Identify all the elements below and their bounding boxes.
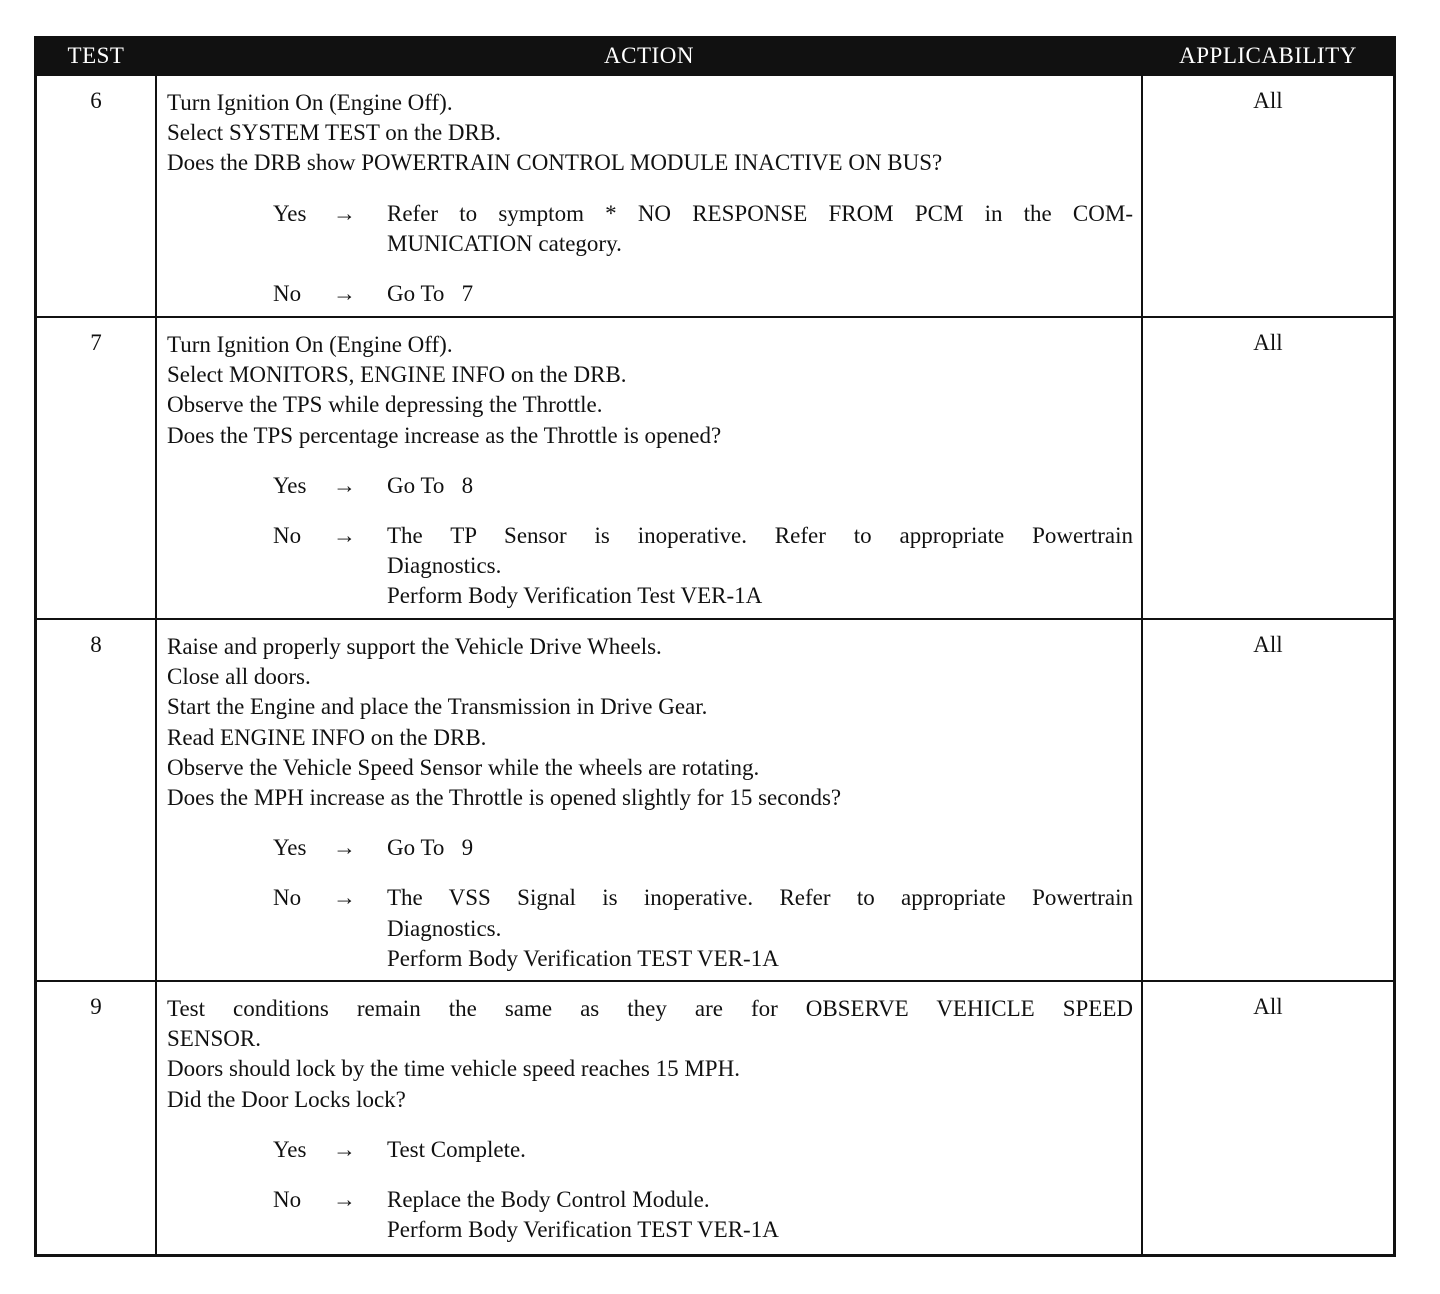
action-line: Turn Ignition On (Engine Off). (167, 332, 453, 357)
arrow-icon: → (333, 472, 356, 498)
no-option (167, 883, 1133, 974)
table-row (37, 980, 1393, 1254)
arrow-icon: → (333, 200, 356, 226)
yes-result (387, 471, 1133, 501)
test-number: 7 (90, 330, 102, 355)
test-number: 6 (90, 88, 102, 113)
action-line: Turn Ignition On (Engine Off). (167, 90, 453, 115)
header-test: TEST (67, 43, 125, 68)
applicability-cell: All (1253, 88, 1283, 113)
no-result (387, 1185, 1133, 1245)
no-option (167, 279, 1133, 309)
action-line: Observe the Vehicle Speed Sensor while the wheels are rotating. (167, 754, 760, 780)
result-line: Test Complete. (387, 1136, 526, 1162)
no-label: No (273, 1187, 302, 1213)
diagnostic-table (34, 36, 1396, 1257)
action-line: Raise and properly support the Vehicle Drive Wheels. (167, 634, 662, 659)
yes-option (167, 199, 1133, 259)
header-applicability: APPLICABILITY (1179, 43, 1357, 68)
result-line: Go To 7 (387, 281, 474, 307)
yes-label: Yes (273, 472, 307, 498)
yes-label: Yes (273, 1136, 307, 1162)
table-body (37, 76, 1393, 1254)
result-line: Perform Body Verification TEST VER-1A (387, 1217, 779, 1243)
no-result (387, 521, 1133, 612)
result-line: Go To 9 (387, 835, 474, 861)
test-number: 9 (90, 994, 102, 1019)
yes-result (387, 199, 1133, 259)
action-cell (155, 620, 1143, 980)
action-line: Observe the TPS while depressing the Throttle. (167, 392, 603, 418)
result-line: Go To 8 (387, 472, 474, 498)
yes-label: Yes (273, 835, 307, 861)
no-label: No (273, 885, 302, 911)
yes-option (167, 471, 1133, 501)
yes-result (387, 1135, 1133, 1165)
result-line: Diagnostics. (387, 915, 502, 941)
action-line: Start the Engine and place the Transmission in Drive Gear. (167, 694, 708, 720)
action-line: Does the TPS percentage increase as the Throttle is opened? (167, 422, 722, 448)
test-number: 8 (90, 632, 102, 657)
table-header (37, 36, 1393, 76)
no-label: No (273, 523, 302, 549)
table-row (37, 618, 1393, 980)
result-line: The TP Sensor is inoperative. Refer to appropriate Powertrain (387, 523, 1133, 549)
action-line: Does the MPH increase as the Throttle is opened slightly for 15 seconds? (167, 785, 842, 811)
action-cell (155, 982, 1143, 1254)
arrow-icon: → (333, 885, 356, 911)
yes-option (167, 1135, 1133, 1165)
action-line: Doors should lock by the time vehicle speed reaches 15 MPH. (167, 1056, 740, 1082)
action-line: Close all doors. (167, 664, 311, 690)
arrow-icon: → (333, 281, 356, 307)
result-line: MUNICATION category. (387, 230, 622, 256)
table-row (37, 76, 1393, 316)
action-line: Select MONITORS, ENGINE INFO on the DRB. (167, 362, 627, 388)
table-row (37, 316, 1393, 618)
result-line: Refer to symptom * NO RESPONSE FROM PCM in the COM- (387, 200, 1133, 226)
arrow-icon: → (333, 835, 356, 861)
yes-label: Yes (273, 200, 307, 226)
applicability-cell: All (1253, 632, 1283, 657)
applicability-cell: All (1253, 330, 1283, 355)
yes-result (387, 833, 1133, 863)
no-option (167, 1185, 1133, 1245)
arrow-icon: → (333, 1187, 356, 1213)
result-line: The VSS Signal is inoperative. Refer to appropriate Powertrain (387, 885, 1133, 911)
arrow-icon: → (333, 1136, 356, 1162)
applicability-cell: All (1253, 994, 1283, 1019)
result-line: Replace the Body Control Module. (387, 1187, 710, 1213)
result-line: Diagnostics. (387, 553, 502, 579)
action-line: Select SYSTEM TEST on the DRB. (167, 120, 501, 146)
action-cell (155, 76, 1143, 316)
action-line: SENSOR. (167, 1026, 261, 1052)
arrow-icon: → (333, 523, 356, 549)
action-line: Did the Door Locks lock? (167, 1086, 406, 1112)
yes-option (167, 833, 1133, 863)
action-line: Test conditions remain the same as they are for OBSERVE VEHICLE SPEED (167, 996, 1133, 1021)
action-line: Does the DRB show POWERTRAIN CONTROL MODULE INACTIVE ON BUS? (167, 150, 943, 176)
result-line: Perform Body Verification TEST VER-1A (387, 945, 779, 971)
action-line: Read ENGINE INFO on the DRB. (167, 724, 487, 750)
no-result (387, 883, 1133, 974)
no-option (167, 521, 1133, 612)
no-label: No (273, 281, 302, 307)
result-line: Perform Body Verification Test VER-1A (387, 583, 763, 609)
action-cell (155, 318, 1143, 618)
header-action: ACTION (604, 43, 694, 68)
no-result (387, 279, 1133, 309)
